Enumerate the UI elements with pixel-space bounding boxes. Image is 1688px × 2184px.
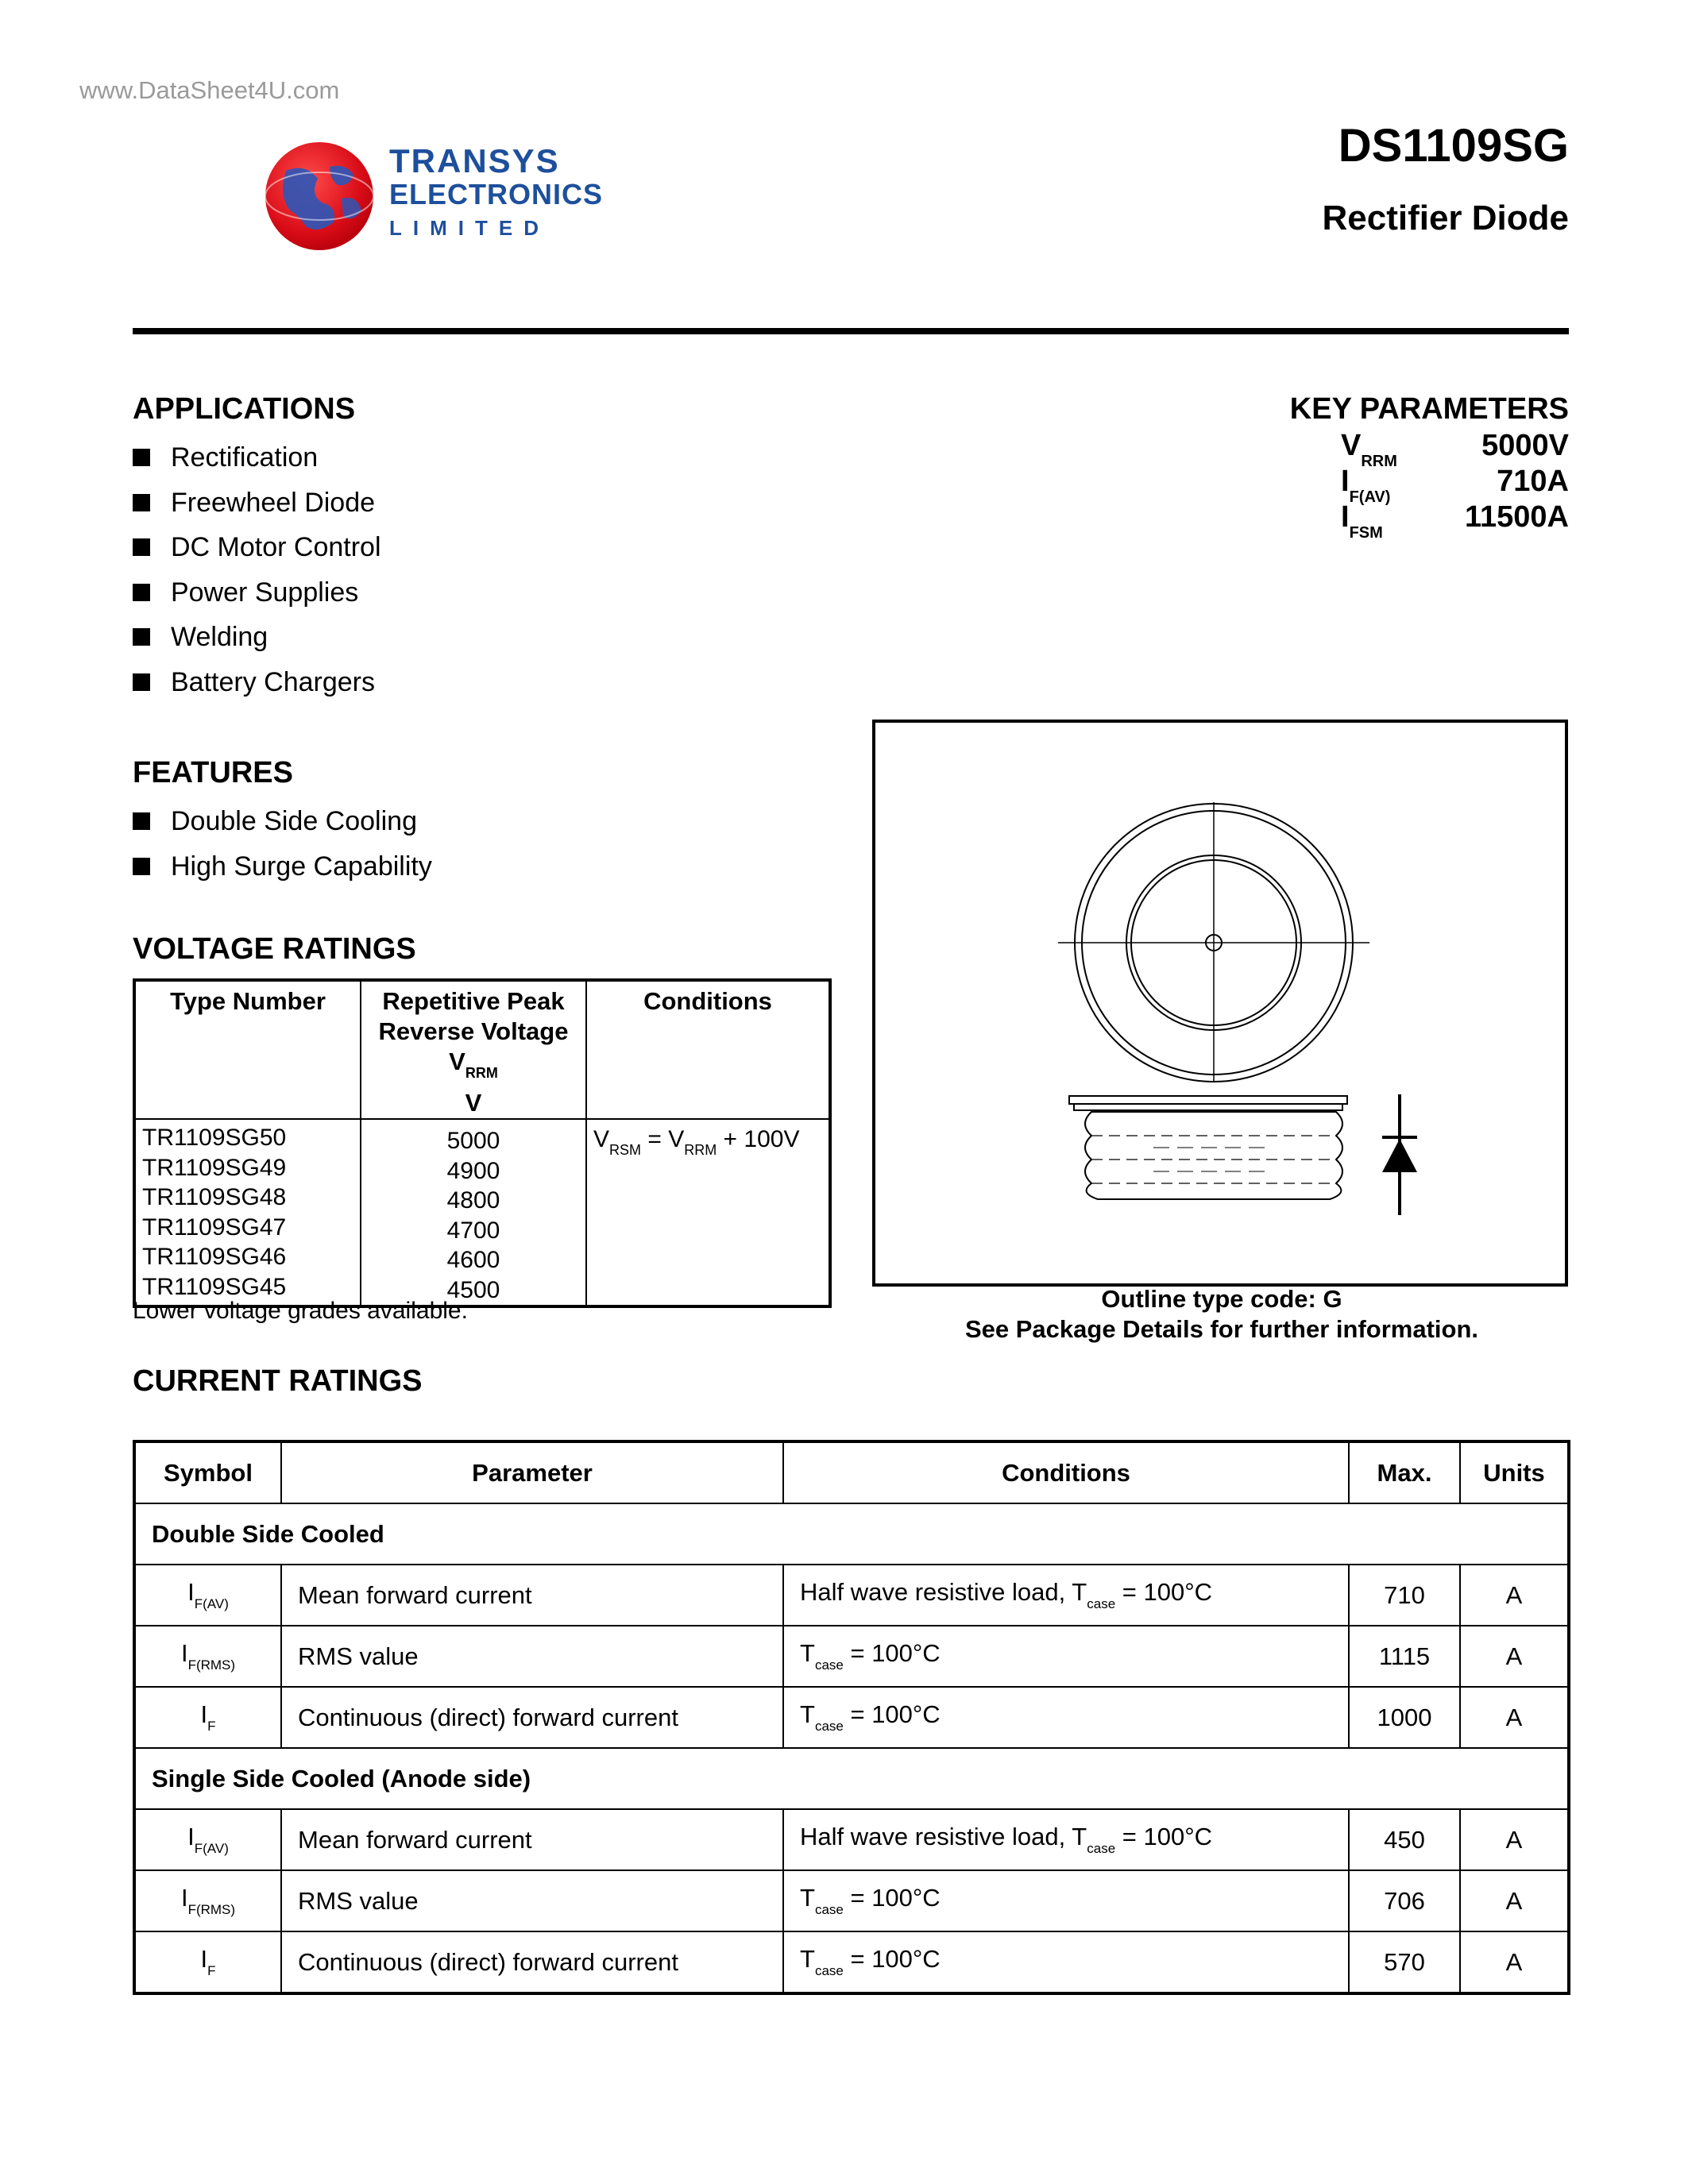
param-symbol: I [1341,465,1350,498]
header-unit: V [465,1089,482,1117]
symbol-letter: I [200,1945,208,1973]
type-number: TR1109SG46 [142,1244,287,1270]
param-subscript: RRM [1361,453,1397,470]
column-header-symbol: Symbol [134,1441,281,1503]
key-parameters-heading: KEY PARAMETERS [1289,392,1569,426]
list-item [133,577,381,623]
parameter-cell: RMS value [281,1870,783,1931]
list-item [133,442,381,488]
condition-text: T [800,1639,815,1667]
list-item [133,622,381,667]
symbol-subscript: F [207,1719,216,1734]
units-cell: A [1460,1931,1569,1993]
symbol-subscript: F [207,1963,216,1978]
table-header-row [134,1441,1569,1503]
list-item-label: Freewheel Diode [171,487,376,518]
units-cell: A [1460,1870,1569,1931]
symbol-cell [134,1809,281,1870]
type-number: TR1109SG47 [142,1214,287,1241]
bullet-square-icon [133,673,150,691]
table-row [134,1119,830,1306]
symbol-cell [134,1931,281,1993]
condition-subscript: case [1087,1841,1116,1856]
document-title: DS1109SG [1338,120,1569,172]
bullet-square-icon [133,538,150,556]
conditions-cell [783,1809,1349,1870]
symbol-subscript: F(RMS) [187,1902,236,1917]
header-line: Reverse Voltage [378,1017,569,1045]
symbol-letter: I [200,1700,208,1728]
section-row [134,1748,1569,1809]
company-name [389,142,604,245]
units-cell: A [1460,1809,1569,1870]
section-title: Single Side Cooled (Anode side) [134,1748,1569,1809]
condition-text: = 100°C [843,1945,941,1973]
table-header-row [134,980,830,1119]
conditions-cell [783,1687,1349,1748]
max-cell: 1000 [1349,1687,1460,1748]
max-cell: 1115 [1349,1626,1460,1687]
type-number: TR1109SG48 [142,1184,287,1210]
header-symbol [366,1047,581,1088]
condition-text: = V [641,1126,685,1152]
diode-symbol-icon [1382,1094,1417,1215]
list-item-label: Welding [171,622,268,652]
list-item [133,532,381,577]
condition-text: T [800,1945,815,1973]
package-caption-line2: See Package Details for further information. [964,1315,1478,1343]
bullet-square-icon [133,812,150,830]
conditions-cell [783,1565,1349,1626]
package-caption-line1: Outline type code: G [1101,1285,1342,1313]
list-item [133,851,432,897]
voltage-note: Lower voltage grades available. [133,1298,468,1324]
units-cell: A [1460,1626,1569,1687]
table-row [134,1687,1569,1748]
globe-logo-icon [262,139,381,258]
parameter-cell: Continuous (direct) forward current [281,1931,783,1993]
company-name-line3: LIMITED [389,216,550,240]
symbol-letter: V [593,1126,610,1152]
column-header-voltage [361,980,586,1119]
max-cell: 706 [1349,1870,1460,1931]
symbol-letter: I [180,1884,188,1912]
features-list [133,806,432,896]
column-header-conditions: Conditions [783,1441,1349,1503]
column-header-conditions: Conditions [586,980,830,1119]
applications-heading: APPLICATIONS [133,392,356,426]
param-symbol: V [1341,429,1362,462]
symbol-letter: I [187,1823,195,1850]
type-number: TR1109SG50 [142,1125,287,1151]
symbol-letter: V [449,1048,465,1075]
condition-text: = 100°C [1115,1823,1213,1850]
condition-subscript: case [814,1963,844,1978]
param-symbol: I [1341,500,1350,534]
column-header-max: Max. [1349,1441,1460,1503]
key-param-value: 11500A [1464,500,1569,534]
applications-list [133,442,381,712]
company-name-line1: TRANSYS [389,142,560,179]
symbol-cell [134,1626,281,1687]
document-subtitle: Rectifier Diode [1322,199,1569,237]
symbol-cell [134,1565,281,1626]
table-row [134,1870,1569,1931]
header-line: Repetitive Peak [382,987,565,1015]
condition-text: = 100°C [843,1700,941,1728]
condition-subscript: case [814,1719,844,1734]
voltage-value: 4500 [446,1276,500,1303]
condition-text: Half wave resistive load, T [800,1823,1087,1850]
condition-subscript: case [814,1657,844,1673]
bullet-square-icon [133,449,150,466]
voltage-value: 4800 [446,1187,500,1214]
max-cell: 570 [1349,1931,1460,1993]
symbol-subscript: RRM [684,1142,717,1158]
package-outline-box [872,720,1568,1287]
max-cell: 450 [1349,1809,1460,1870]
column-header-units: Units [1460,1441,1569,1503]
current-ratings-heading: CURRENT RATINGS [133,1364,423,1398]
table-row [134,1809,1569,1870]
units-cell: A [1460,1687,1569,1748]
voltage-value: 4700 [446,1217,500,1244]
type-number-list [134,1119,361,1306]
conditions-cell [783,1870,1349,1931]
symbol-cell [134,1870,281,1931]
column-header-type: Type Number [134,980,361,1119]
current-ratings-table [133,1440,1570,1995]
symbol-subscript: RRM [465,1065,498,1081]
units-cell: A [1460,1565,1569,1626]
list-item [133,806,432,851]
list-item-label: Double Side Cooling [171,806,417,836]
key-param-symbol [1341,500,1383,542]
symbol-letter: I [187,1578,195,1606]
section-title: Double Side Cooled [134,1503,1569,1565]
param-subscript: F(AV) [1349,488,1391,506]
param-subscript: FSM [1349,524,1383,542]
list-item [133,488,381,533]
condition-subscript: case [814,1902,844,1917]
list-item-label: High Surge Capability [171,851,432,882]
parameter-cell: Continuous (direct) forward current [281,1687,783,1748]
key-param-value: 710A [1497,465,1569,498]
voltage-value: 4900 [446,1157,500,1184]
list-item-label: Battery Chargers [171,666,375,697]
parameter-cell: Mean forward current [281,1809,783,1870]
watermark-text: www.DataSheet4U.com [79,76,340,104]
parameter-cell: Mean forward current [281,1565,783,1626]
table-row [134,1931,1569,1993]
symbol-subscript: RSM [609,1142,642,1158]
bullet-square-icon [133,584,150,601]
conditions-cell [783,1931,1349,1993]
condition-text: Half wave resistive load, T [800,1578,1087,1606]
condition-text: T [800,1700,815,1728]
voltage-condition [586,1119,830,1306]
condition-text: = 100°C [1115,1578,1213,1606]
company-name-line2: ELECTRONICS [389,178,604,210]
table-row [134,1565,1569,1626]
condition-subscript: case [1087,1596,1116,1611]
voltage-value: 5000 [446,1128,500,1154]
company-logo [262,135,604,262]
header-divider [133,328,1569,334]
symbol-subscript: F(AV) [194,1596,229,1611]
type-number: TR1109SG49 [142,1154,287,1181]
symbol-subscript: F(AV) [194,1841,229,1856]
voltage-ratings-table [133,978,832,1308]
condition-text: T [800,1884,815,1912]
bullet-square-icon [133,494,150,511]
bullet-square-icon [133,858,150,875]
column-header-parameter: Parameter [281,1441,783,1503]
list-item-label: DC Motor Control [171,532,381,562]
voltage-list [361,1119,586,1306]
package-outline-drawing [875,723,1565,1283]
symbol-subscript: F(RMS) [187,1657,236,1673]
max-cell: 710 [1349,1565,1460,1626]
list-item-label: Rectification [171,442,319,473]
list-item-label: Power Supplies [171,577,359,608]
voltage-value: 4600 [446,1247,500,1273]
condition-text: = 100°C [843,1639,941,1667]
type-number: TR1109SG45 [142,1273,287,1300]
conditions-cell [783,1626,1349,1687]
voltage-ratings-heading: VOLTAGE RATINGS [133,932,416,966]
symbol-letter: I [180,1639,188,1667]
key-param-value: 5000V [1481,429,1569,462]
section-row [134,1503,1569,1565]
table-row [134,1626,1569,1687]
list-item [133,667,381,712]
condition-text: + 100V [717,1126,800,1152]
bullet-square-icon [133,628,150,646]
parameter-cell: RMS value [281,1626,783,1687]
condition-text: = 100°C [843,1884,941,1912]
symbol-cell [134,1687,281,1748]
features-heading: FEATURES [133,756,293,789]
